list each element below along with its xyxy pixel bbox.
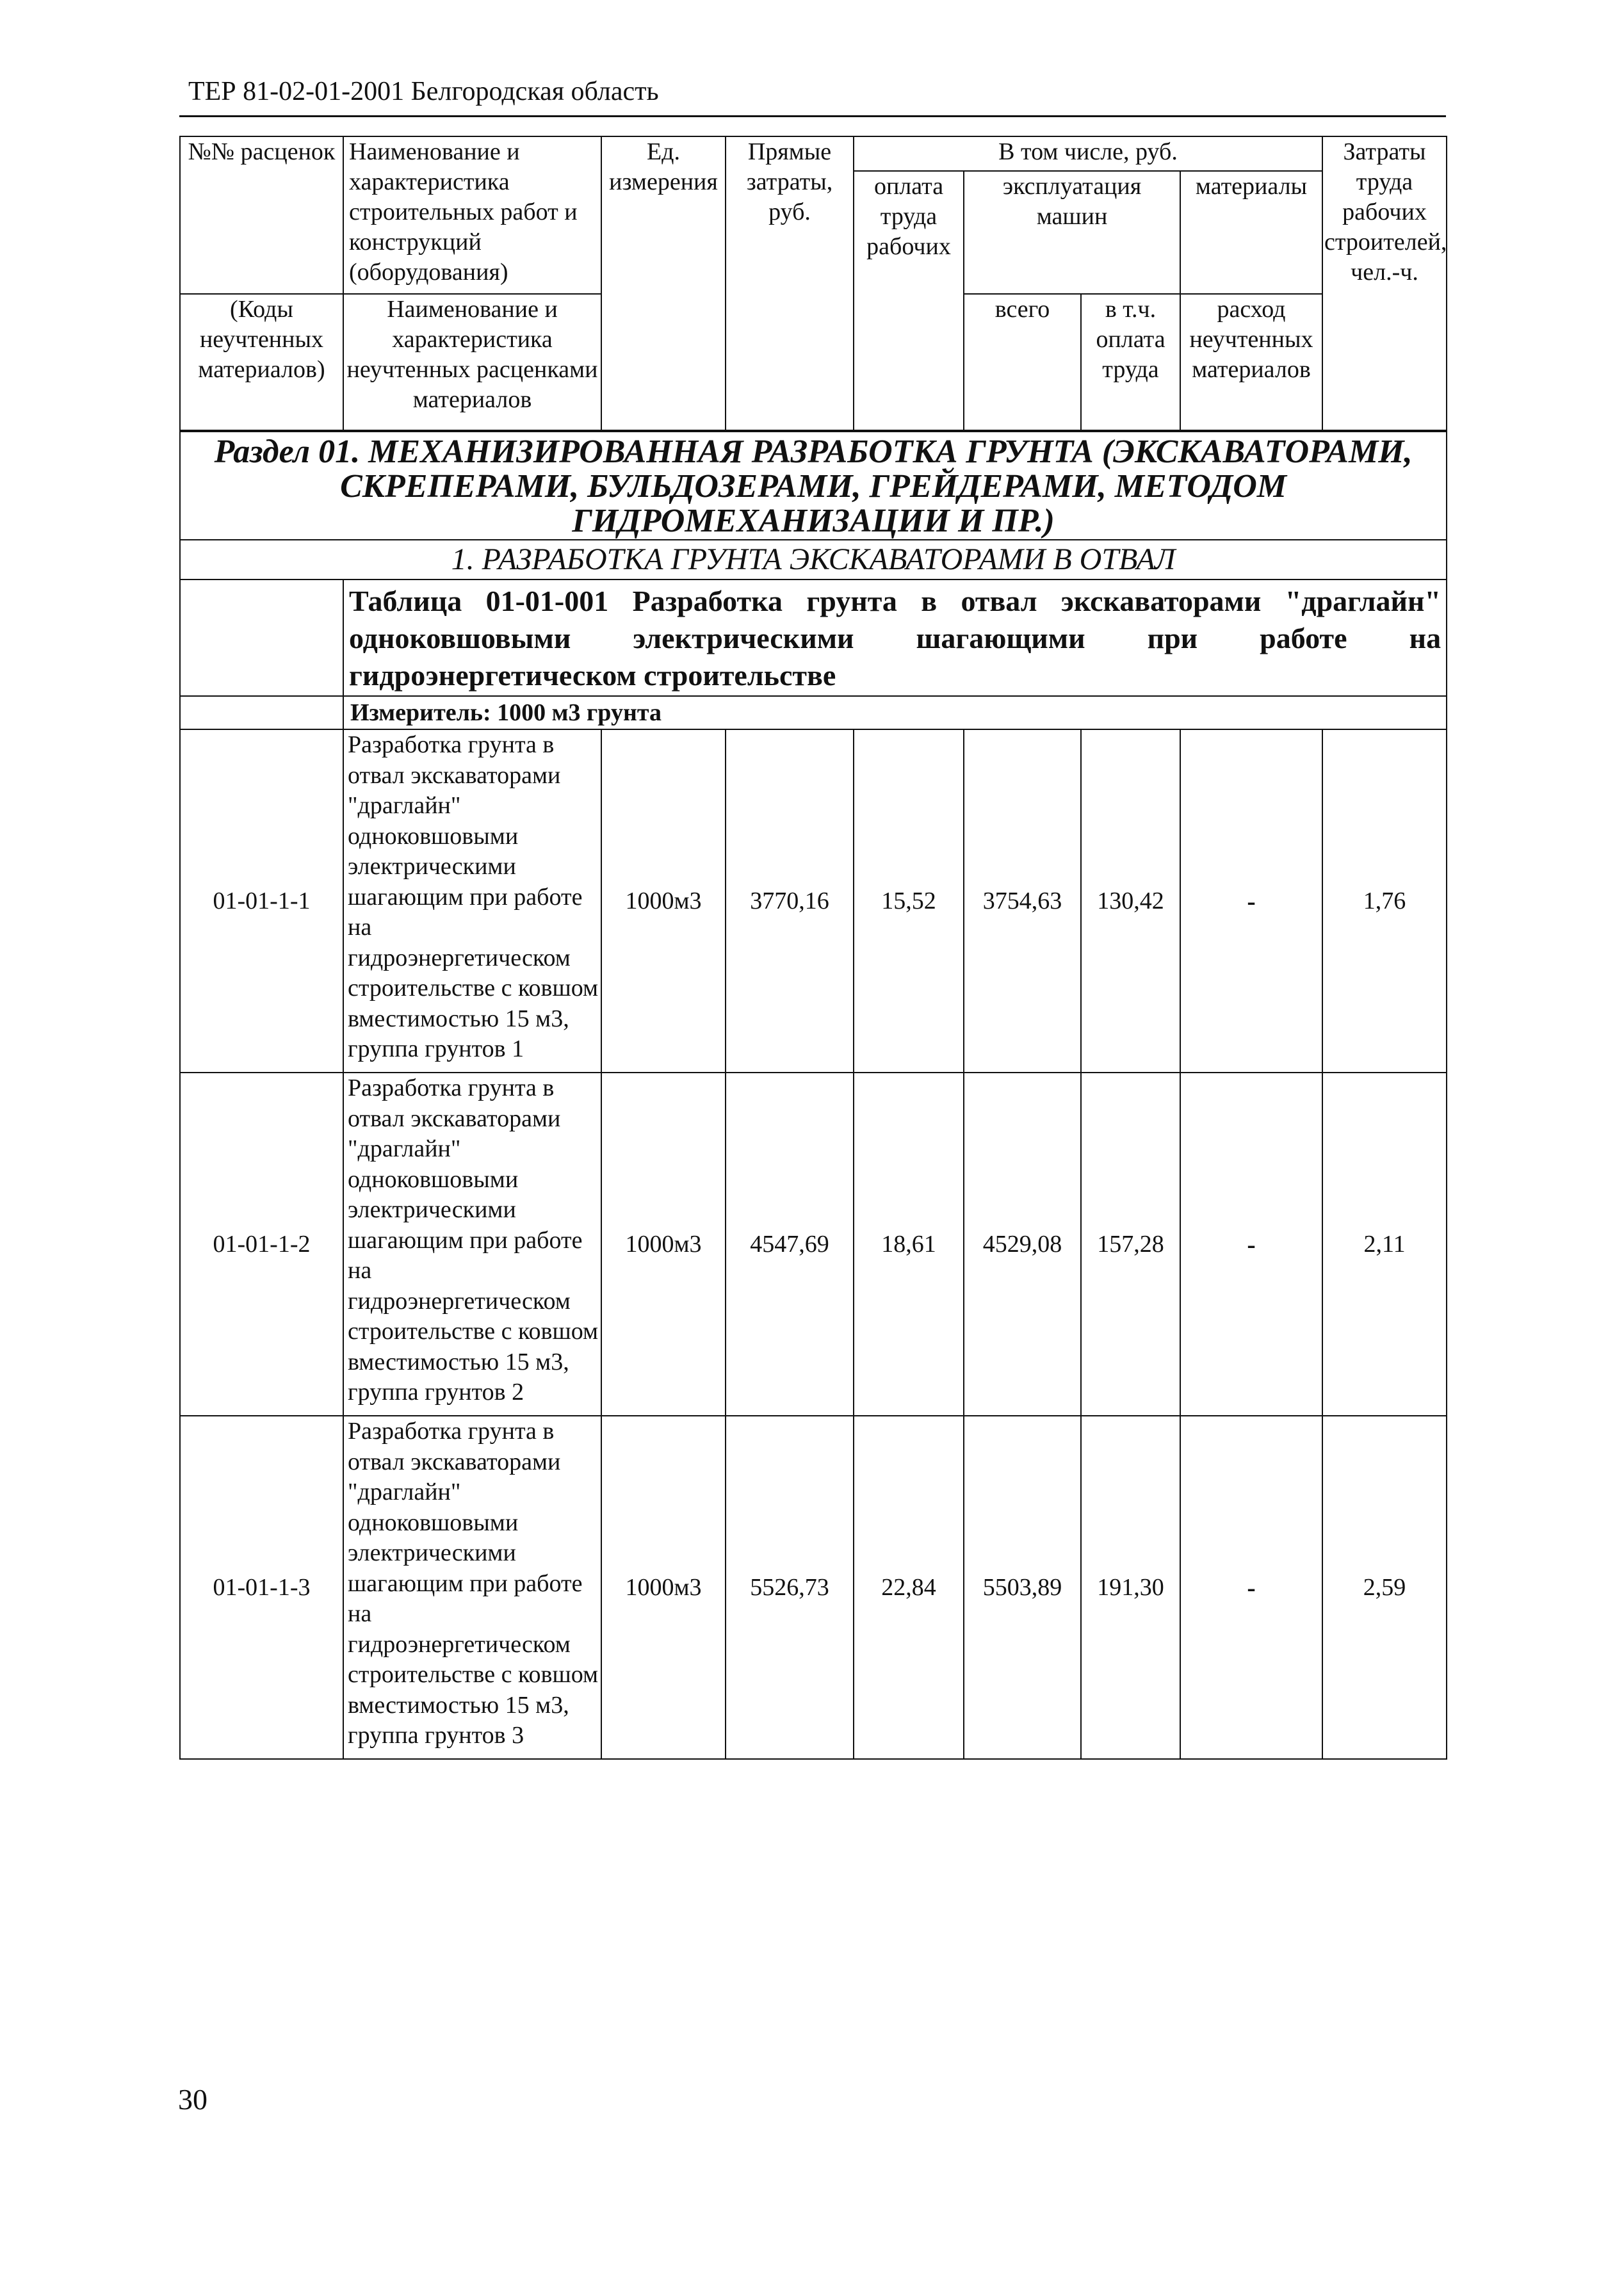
row-code: 01-01-1-1 xyxy=(180,729,343,1073)
row-description: Разработка грунта в отвал экскаваторами "драглайн" одноковшовыми электрическими шагающим при работе на гидроэнергетическом строительстве с ковшом вместимостью 15 м3, группа грунтов 3 xyxy=(343,1416,601,1759)
col-code-lower-header: (Коды неучтенных материалов) xyxy=(180,294,343,431)
row-description: Разработка грунта в отвал экскаваторами "драглайн" одноковшовыми электрическими шагающим при работе на гидроэнергетическом строительстве с ковшом вместимостью 15 м3, группа грунтов 2 xyxy=(343,1073,601,1416)
col-including-header: В том числе, руб. xyxy=(854,136,1322,171)
row-wages: 18,61 xyxy=(854,1073,964,1416)
row-unit: 1000м3 xyxy=(601,1073,726,1416)
row-labor: 2,59 xyxy=(1322,1416,1447,1759)
caption-left-cell xyxy=(180,580,343,696)
measure-unit: Измеритель: 1000 м3 грунта xyxy=(343,696,1447,729)
row-wages: 22,84 xyxy=(854,1416,964,1759)
col-total-header: всего xyxy=(964,294,1081,431)
table-row xyxy=(180,1073,1447,1416)
col-labor-header: Затраты труда рабочих строителей, чел.-ч. xyxy=(1322,136,1447,431)
row-unit: 1000м3 xyxy=(601,729,726,1073)
row-direct-cost: 4547,69 xyxy=(726,1073,854,1416)
table-row xyxy=(180,729,1447,1073)
table-header xyxy=(179,136,1447,432)
col-name-lower-header: Наименование и характеристика неучтенных расценками материалов xyxy=(343,294,601,431)
row-machines-total: 5503,89 xyxy=(964,1416,1081,1759)
row-machines-total: 4529,08 xyxy=(964,1073,1081,1416)
row-direct-cost: 3770,16 xyxy=(726,729,854,1073)
row-direct-cost: 5526,73 xyxy=(726,1416,854,1759)
row-wages: 15,52 xyxy=(854,729,964,1073)
col-unit-header: Ед. измерения xyxy=(601,136,726,431)
col-code-header: №№ расценок xyxy=(180,136,343,294)
row-unit: 1000м3 xyxy=(601,1416,726,1759)
row-labor: 1,76 xyxy=(1322,729,1447,1073)
row-machines-total: 3754,63 xyxy=(964,729,1081,1073)
row-machines-wages: 191,30 xyxy=(1081,1416,1180,1759)
row-machines-wages: 157,28 xyxy=(1081,1073,1180,1416)
row-description: Разработка грунта в отвал экскаваторами "драглайн" одноковшовыми электрическими шагающим при работе на гидроэнергетическом строительстве с ковшом вместимостью 15 м3, группа грунтов 1 xyxy=(343,729,601,1073)
col-unaccounted-header: расход неучтенных материалов xyxy=(1180,294,1322,431)
col-direct-header: Прямые затраты, руб. xyxy=(726,136,854,431)
table-caption: Таблица 01-01-001 Разработка грунта в отвал экскаваторами "драглайн" одноковшовыми электрическими шагающими при работе на гидроэнергетическом строительстве xyxy=(343,580,1447,696)
row-code: 01-01-1-2 xyxy=(180,1073,343,1416)
row-materials: - xyxy=(1180,729,1322,1073)
running-head: ТЕР 81-02-01-2001 Белгородская область xyxy=(188,77,659,106)
subsection-title: 1. РАЗРАБОТКА ГРУНТА ЭКСКАВАТОРАМИ В ОТВАЛ xyxy=(180,540,1447,580)
col-machines-header: эксплуатация машин xyxy=(964,171,1180,294)
col-name-header: Наименование и характеристика строительных работ и конструкций (оборудования) xyxy=(343,136,601,294)
section-title: Раздел 01. МЕХАНИЗИРОВАННАЯ РАЗРАБОТКА ГРУНТА (ЭКСКАВАТОРАМИ, СКРЕПЕРАМИ, БУЛЬДОЗЕРАМИ, ГРЕЙДЕРАМИ, МЕТОДОМ ГИДРОМЕХАНИЗАЦИИ И ПР.) xyxy=(180,431,1447,540)
row-machines-wages: 130,42 xyxy=(1081,729,1180,1073)
table-row xyxy=(180,1416,1447,1759)
measure-left-cell xyxy=(180,696,343,729)
page-number: 30 xyxy=(178,2083,207,2116)
row-materials: - xyxy=(1180,1073,1322,1416)
row-code: 01-01-1-3 xyxy=(180,1416,343,1759)
rates-table xyxy=(179,430,1447,1760)
col-wages-header: оплата труда рабочих xyxy=(854,171,964,431)
row-labor: 2,11 xyxy=(1322,1073,1447,1416)
col-incl-wages-header: в т.ч. оплата труда xyxy=(1081,294,1180,431)
header-rule xyxy=(179,115,1446,117)
row-materials: - xyxy=(1180,1416,1322,1759)
col-materials-header: материалы xyxy=(1180,171,1322,294)
